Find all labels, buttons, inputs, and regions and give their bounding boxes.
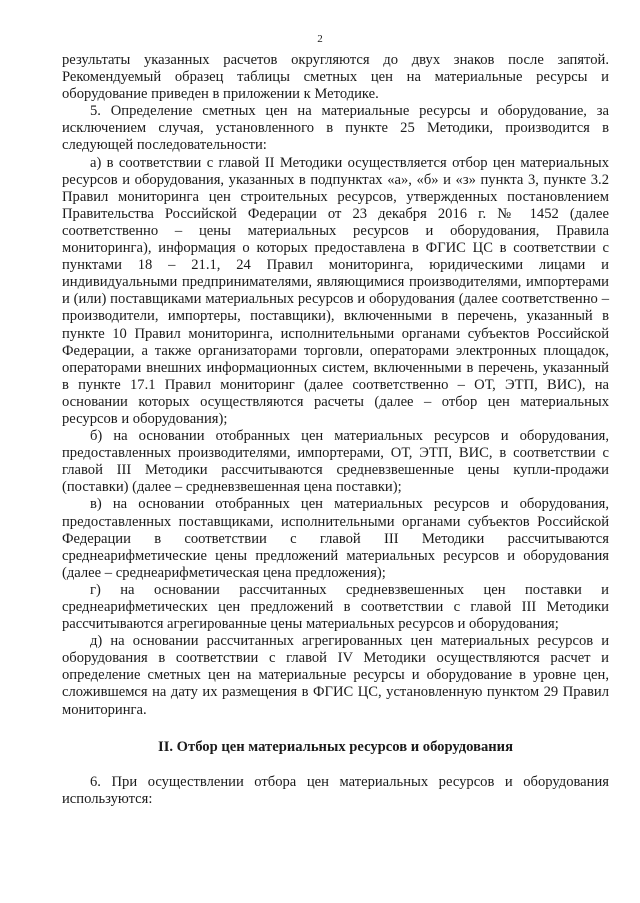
paragraph-subitem-v: в) на основании отобранных цен материальных ресурсов и оборудования, предоставленных поставщиками, исполнительными органами субъектов Российской Федерации в соответствии с главой III Методики рассчитываются среднеарифметические цены предложений материальных ресурсов и оборудования (далее – среднеарифметическая цена предложения); (62, 496, 609, 581)
paragraph-item-6: 6. При осуществлении отбора цен материальных ресурсов и оборудования используются: (62, 773, 609, 807)
section-heading: II. Отбор цен материальных ресурсов и оборудования (158, 738, 513, 755)
document-body (62, 52, 609, 808)
paragraph-continuation: результаты указанных расчетов округляются до двух знаков после запятой. Рекомендуемый образец таблицы сметных цен на материальные ресурсы и оборудование приведен в приложении к Методике. (62, 52, 609, 103)
paragraph-subitem-d: д) на основании рассчитанных агрегированных цен материальных ресурсов и оборудования в соответствии с главой IV Методики осуществляются расчет и определение сметных цен на материальные ресурсы и оборудование в уровне цен, сложившемся на дату их размещения в ФГИС ЦС, установленную пунктом 29 Правил мониторинга. (62, 633, 609, 718)
paragraph-subitem-a: а) в соответствии с главой II Методики осуществляется отбор цен материальных ресурсов и оборудования, указанных в подпунктах «а», «б» и «з» пункта 3, пункте 3.2 Правил мониторинга цен строительных ресурсов, утвержденных постановлением Правительства Российской Федерации от 23 декабря 2016 г. № 1452 (далее соответственно – цены материальных ресурсов и оборудования, Правила мониторинга), информация о которых предоставлена в ФГИС ЦС в соответствии с пунктами 18 – 21.1, 24 Правил мониторинга, юридическими лицами и индивидуальными предпринимателями, являющимися производителями, импортерами и (или) поставщиками материальных ресурсов и оборудования (далее соответственно – производители, импортеры, поставщики), включенными в перечень, указанный в пункте 10 Правил мониторинга, исполнительными органами субъектов Российской Федерации, а также организаторами торговли, операторами электронных площадок, операторами внешних информационных систем, включенными в перечень, указанный в пункте 17.1 Правил мониторинг (далее соответственно – ОТ, ЭТП, ВИС), на основании которых осуществляются расчеты (далее – отбор цен материальных ресурсов и оборудования); (62, 154, 609, 427)
paragraph-item-5: 5. Определение сметных цен на материальные ресурсы и оборудование, за исключением случая, установленного в пункте 25 Методики, производится в следующей последовательности: (62, 103, 609, 154)
paragraph-subitem-b: б) на основании отобранных цен материальных ресурсов и оборудования, предоставленных производителями, импортерами, ОТ, ЭТП, ВИС, в соответствии с главой III Методики рассчитываются средневзвешенные цены купли-продажи (поставки) (далее – средневзвешенная цена поставки); (62, 428, 609, 496)
page-number: 2 (317, 33, 323, 45)
paragraph-subitem-g: г) на основании рассчитанных средневзвешенных цен поставки и среднеарифметических цен предложений в соответствии с главой III Методики рассчитываются агрегированные цены материальных ресурсов и оборудования; (62, 581, 609, 633)
